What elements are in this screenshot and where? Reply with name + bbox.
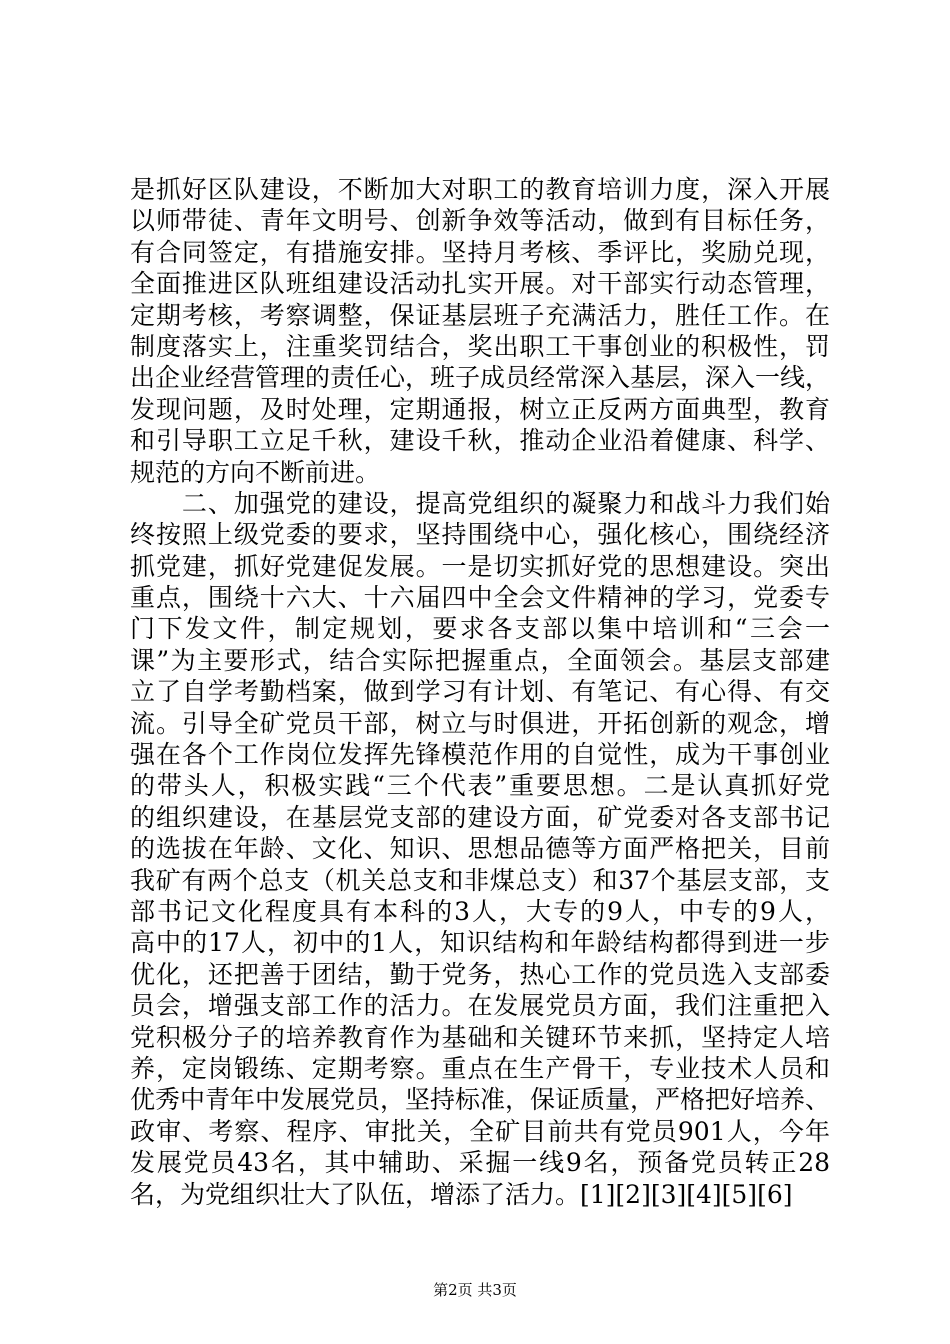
text-line: 立了自学考勤档案，做到学习有计划、有笔记、有心得、有交 [130,677,830,707]
text-line: 重点，围绕十六大、十六届四中全会文件精神的学习，党委专 [130,583,830,613]
text-line: 发现问题，及时处理，定期通报，树立正反两方面典型，教育 [130,394,830,424]
text-line: 高中的17人，初中的1人，知识结构和年龄结构都得到进一步 [130,928,830,958]
text-line: 政审、考察、程序、审批关，全矿目前共有党员901人，今年 [130,1116,830,1146]
page-footer: 第2页 共3页 [433,1281,517,1299]
text-line: 定期考核，考察调整，保证基层班子充满活力，胜任工作。在 [130,300,830,330]
text-line: 以师带徒、青年文明号、创新争效等活动，做到有目标任务， [130,206,830,236]
text-line: 制度落实上，注重奖罚结合，奖出职工干事创业的积极性，罚 [130,331,830,361]
text-line: 党积极分子的培养教育作为基础和关键环节来抓，坚持定人培 [130,1022,830,1052]
text-line: 出企业经营管理的责任心，班子成员经常深入基层，深入一线， [130,363,831,393]
text-line: 我矿有两个总支（机关总支和非煤总支）和37个基层支部，支 [130,865,830,895]
text-line: 和引导职工立足千秋，建设千秋，推动企业沿着健康、科学、 [130,426,830,456]
text-line: 的选拔在年龄、文化、知识、思想品德等方面严格把关，目前 [130,834,830,864]
text-line: 名，为党组织壮大了队伍，增添了活力。[1][2][3][4][5][6] [130,1179,793,1209]
text-line: 养，定岗锻练、定期考察。重点在生产骨干，专业技术人员和 [130,1053,830,1083]
text-line: 员会，增强支部工作的活力。在发展党员方面，我们注重把入 [130,991,830,1021]
text-line: 门下发文件，制定规划，要求各支部以集中培训和“三会一 [130,614,830,644]
text-line: 课”为主要形式，结合实际把握重点，全面领会。基层支部建 [130,645,830,675]
text-line: 是抓好区队建设，不断加大对职工的教育培训力度，深入开展 [130,175,830,204]
text-line: 二、加强党的建设，提高党组织的凝聚力和战斗力我们始 [130,488,830,518]
text-line: 强在各个工作岗位发挥先锋模范作用的自觉性，成为干事创业 [130,740,830,770]
text-line: 全面推进区队班组建设活动扎实开展。对干部实行动态管理， [130,269,830,299]
text-line: 部书记文化程度具有本科的3人，大专的9人，中专的9人， [130,896,830,926]
text-line: 终按照上级党委的要求，坚持围绕中心，强化核心，围绕经济 [130,520,830,550]
text-line: 抓党建，抓好党建促发展。一是切实抓好党的思想建设。突出 [130,551,830,581]
text-line: 流。引导全矿党员干部，树立与时俱进，开拓创新的观念，增 [130,708,830,738]
text-line: 优秀中青年中发展党员，坚持标准，保证质量，严格把好培养、 [130,1085,831,1115]
text-line: 有合同签定，有措施安排。坚持月考核、季评比，奖励兑现， [130,237,830,267]
text-line: 的组织建设，在基层党支部的建设方面，矿党委对各支部书记 [130,802,830,832]
text-line: 发展党员43名，其中辅助、采掘一线9名，预备党员转正28 [130,1148,830,1178]
text-line: 的带头人，积极实践“三个代表”重要思想。二是认真抓好党 [130,771,830,801]
text-line: 优化，还把善于团结，勤于党务，热心工作的党员选入支部委 [130,959,830,989]
text-line: 规范的方向不断前进。 [130,457,381,487]
body-text [130,174,830,1210]
